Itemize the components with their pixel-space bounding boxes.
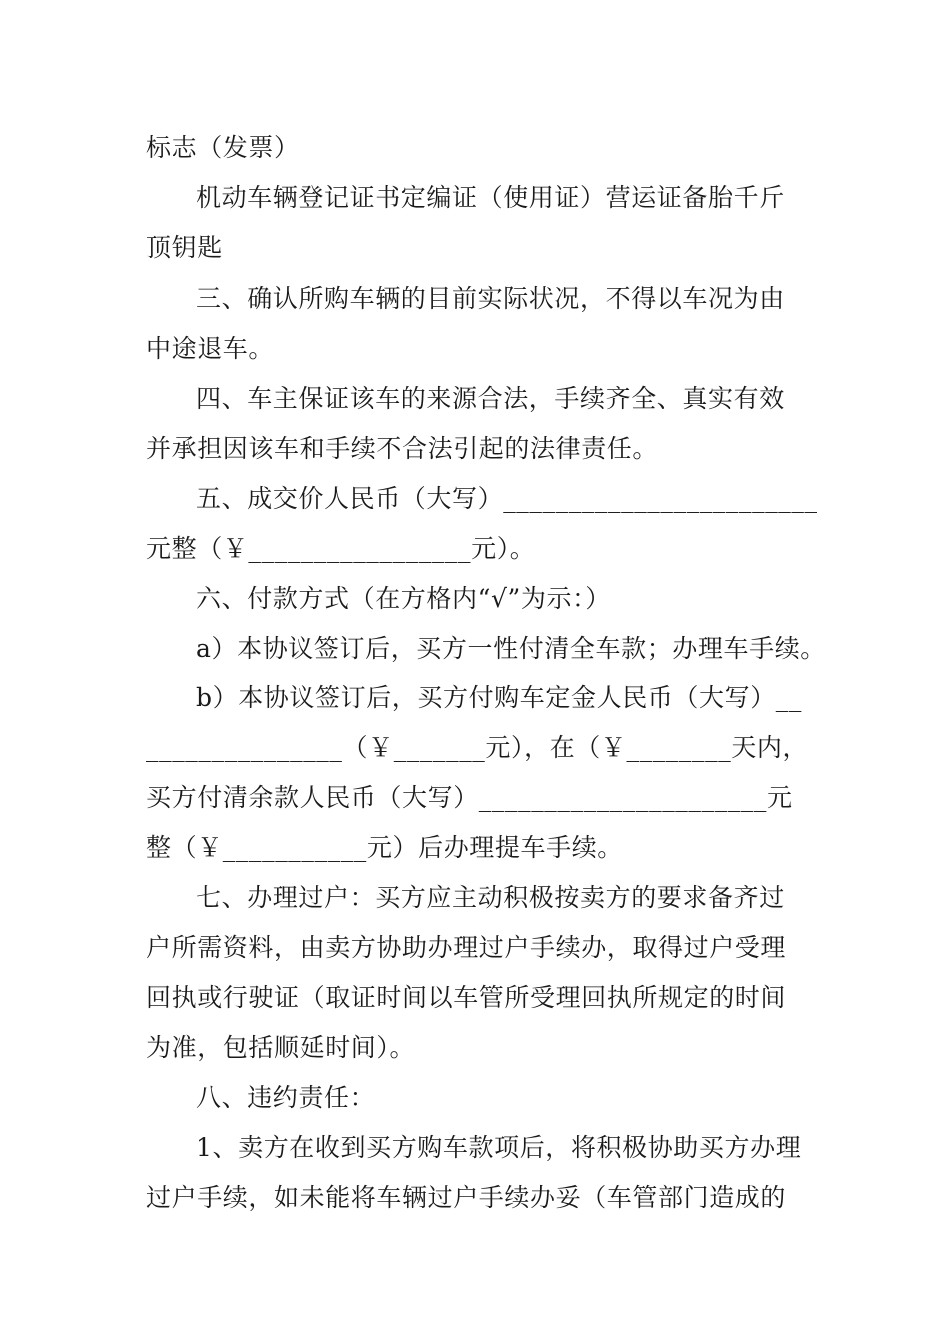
text-line: 四、车主保证该车的来源合法，手续齐全、真实有效 — [196, 384, 785, 413]
text-line: 户所需资料，由卖方协助办理过户手续办，取得过户受理 — [146, 933, 787, 962]
text-line: 五、成交价人民币（大写）________________________ — [196, 484, 818, 513]
text-line: 中途退车。 — [146, 334, 275, 363]
text-line: 整（￥___________元）后办理提车手续。 — [146, 833, 623, 862]
text-line: b）本协议签订后，买方付购车定金人民币（大写）__ — [196, 683, 803, 712]
text-line: 六、付款方式（在方格内“√”为示：） — [196, 584, 611, 613]
text-line: 买方付清余款人民币（大写）______________________元 — [146, 783, 793, 812]
text-line: a）本协议签订后，买方一性付清全车款；办理车手续。 — [196, 634, 826, 663]
text-line: 机动车辆登记证书定编证（使用证）营运证备胎千斤 — [196, 183, 785, 212]
text-line: 标志（发票） — [146, 133, 300, 162]
text-line: 七、办理过户：买方应主动积极按卖方的要求备齐过 — [196, 883, 785, 912]
text-line: 1、卖方在收到买方购车款项后，将积极协助买方办理 — [196, 1133, 802, 1162]
text-line: 三、确认所购车辆的目前实际状况，不得以车况为由 — [196, 284, 785, 313]
text-line: 并承担因该车和手续不合法引起的法律责任。 — [146, 434, 659, 463]
text-line: 为准，包括顺延时间）。 — [146, 1033, 416, 1062]
text-line: _______________（￥_______元），在（￥________天内， — [146, 733, 809, 762]
text-line: 过户手续，如未能将车辆过户手续办妥（车管部门造成的 — [146, 1183, 787, 1212]
text-line: 顶钥匙 — [146, 233, 223, 262]
text-line: 元整（￥_________________元）。 — [146, 534, 536, 563]
text-line: 回执或行驶证（取证时间以车管所受理回执所规定的时间 — [146, 983, 787, 1012]
text-line: 八、违约责任： — [196, 1083, 376, 1112]
